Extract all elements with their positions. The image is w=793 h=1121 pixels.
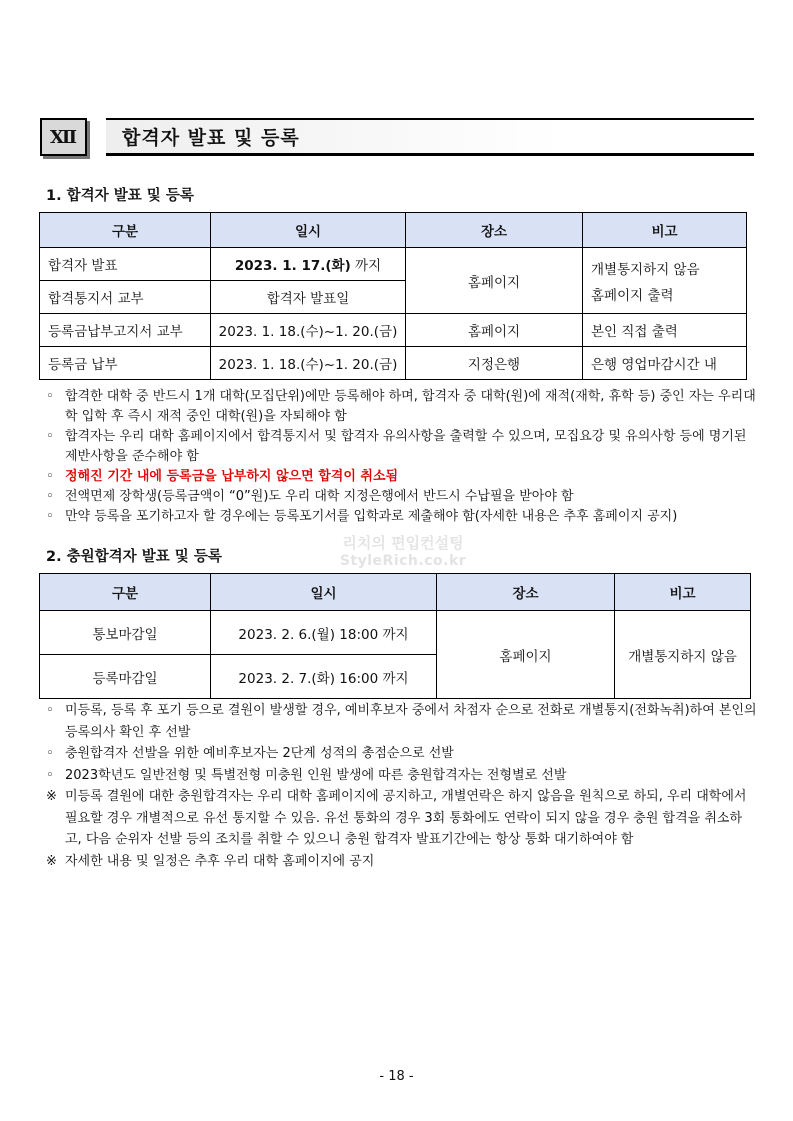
bullet-mark: ◦ [46,489,54,504]
row-date [211,248,406,281]
list-item [46,427,758,467]
bullet-mark: ◦ [46,703,54,718]
table-row [40,611,751,655]
note-line: 개별통지하지 않음 [591,261,700,278]
reference-mark: ※ [46,853,57,869]
list-item [46,467,758,487]
header-category: 구분 [40,213,211,248]
row-note: 개별통지하지 않음 [615,611,751,699]
table-row [40,347,747,380]
list-item [46,507,758,527]
row-note: 은행 영업마감시간 내 [583,347,747,380]
section1-notes [46,387,758,527]
list-item [46,765,758,787]
bullet-mark: ◦ [46,389,54,404]
row-place: 홈페이지 [406,314,583,347]
watermark-url: StyleRich.co.kr [339,553,467,569]
row-date: 2023. 2. 7.(화) 16:00 까지 [211,655,437,699]
bullet-mark: ◦ [46,767,54,783]
list-item [46,786,758,851]
note-text: 미등록 결원에 대한 충원합격자는 우리 대학 홈페이지에 공지하고, 개별연락은 하지 않음을 원칙으로 하되, 우리 대학에서 필요할 경우 개별적으로 유선 통지할 수 있음. 유선 통화의 경우 3회 통화에도 연락이 되지 않을 경우 충원 합격을 취소하고, 다음 순위자 선발 등의 조치를 취할 수 있으니 충원 합격자 발표기간에는 항상 통화 대기하여야 함 [65,789,747,847]
header-note: 비고 [615,574,751,611]
header-category: 구분 [40,574,211,611]
note-text: 만약 등록을 포기하고자 할 경우에는 등록포기서를 입학과로 제출해야 함(자세한 내용은 추후 홈페이지 공지) [65,509,678,524]
page-number: - 18 - [379,1069,414,1084]
row-category: 통보마감일 [40,611,211,655]
note-text: 자세한 내용 및 일정은 추후 우리 대학 홈페이지에 공지 [65,853,375,869]
list-item [46,743,758,765]
header-date: 일시 [211,574,437,611]
row-date: 합격자 발표일 [211,281,406,314]
header-place: 장소 [437,574,615,611]
row-category: 합격자 발표 [40,248,211,281]
section2-notes [46,700,758,872]
row-date: 2023. 1. 18.(수)~1. 20.(금) [211,347,406,380]
list-item [46,851,758,873]
row-category: 등록금납부고지서 교부 [40,314,211,347]
table-header-row [40,213,747,248]
row-place: 홈페이지 [437,611,615,699]
bullet-mark: ◦ [46,429,54,444]
list-item [46,700,758,743]
bullet-mark: ◦ [46,746,54,761]
bullet-mark: ◦ [46,509,54,524]
table-row [40,314,747,347]
registration-schedule-table [39,212,747,380]
reference-mark: ※ [46,789,57,804]
warning-text: 정해진 기간 내에 등록금을 납부하지 않으면 합격이 취소됨 [65,469,399,484]
note-text: 전액면제 장학생(등록금액이 “0”원)도 우리 대학 지정은행에서 반드시 수납필을 받아야 함 [65,489,574,504]
note-text: 합격자는 우리 대학 홈페이지에서 합격통지서 및 합격자 유의사항을 출력할 수 있으며, 모집요강 및 유의사항 등에 명기된 제반사항을 준수해야 함 [65,429,747,464]
row-note [583,248,747,314]
section1-title: 1. 합격자 발표 및 등록 [46,188,194,204]
announce-date-suffix: 까지 [350,258,382,274]
watermark-line: 리치의 편입컨설팅 [342,534,464,552]
row-date: 2023. 2. 6.(월) 18:00 까지 [211,611,437,655]
row-place: 홈페이지 [406,248,583,314]
header-place: 장소 [406,213,583,248]
chapter-title: 합격자 발표 및 등록 [106,118,754,156]
header-date: 일시 [211,213,406,248]
watermark [318,534,488,570]
row-note: 본인 직접 출력 [583,314,747,347]
table-row [40,248,747,281]
bullet-mark: ◦ [46,469,54,484]
note-text: 2023학년도 일반전형 및 특별전형 미충원 인원 발생에 따른 충원합격자는 전형별로 선발 [65,767,567,783]
note-text: 충원합격자 선발을 위한 예비후보자는 2단계 성적의 총점순으로 선발 [65,746,454,761]
table-header-row [40,574,751,611]
note-text: 합격한 대학 중 반드시 1개 대학(모집단위)에만 등록해야 하며, 합격자 중 대학(원)에 재적(재학, 휴학 등) 중인 자는 우리대학 입학 후 즉시 재적 중인 대학(원)을 자퇴해야 함 [65,389,756,424]
row-category: 합격통지서 교부 [40,281,211,314]
section2-title: 2. 충원합격자 발표 및 등록 [46,549,222,565]
row-place: 지정은행 [406,347,583,380]
note-text: 미등록, 등록 후 포기 등으로 결원이 발생할 경우, 예비후보자 중에서 차점자 순으로 전화로 개별통지(전화녹취)하여 본인의 등록의사 확인 후 선발 [65,703,757,740]
row-category: 등록마감일 [40,655,211,699]
list-item [46,487,758,507]
header-note: 비고 [583,213,747,248]
row-category: 등록금 납부 [40,347,211,380]
announce-date: 2023. 1. 17.(화) [234,258,351,274]
additional-admission-table [39,573,751,699]
note-line: 홈페이지 출력 [591,287,674,304]
list-item [46,387,758,427]
row-date: 2023. 1. 18.(수)~1. 20.(금) [211,314,406,347]
chapter-number-box: Ⅻ [40,118,87,156]
